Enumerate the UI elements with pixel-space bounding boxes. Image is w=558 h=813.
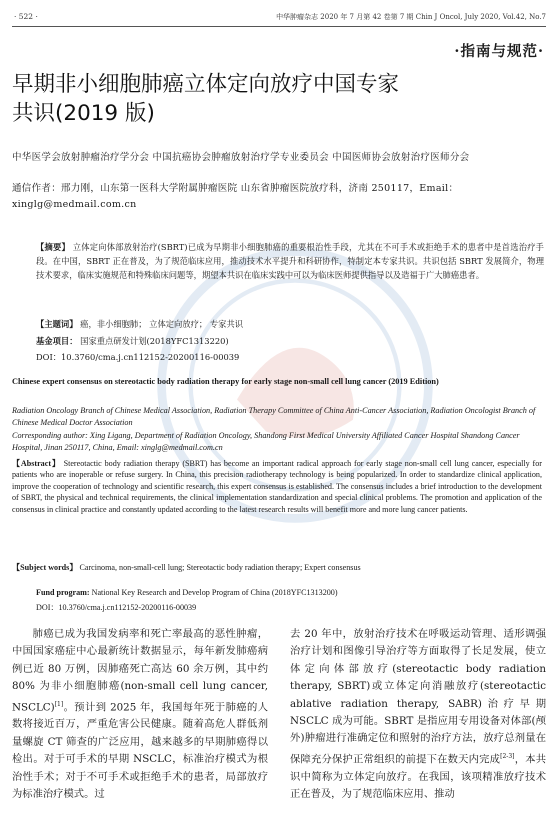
journal-header: 中华肿瘤杂志 2020 年 7 月第 42 卷第 7 期 Chin J Oncol, July 2020, Vol.42, No.7 — [276, 13, 546, 21]
abstract-en — [12, 458, 542, 515]
fund-en — [36, 588, 542, 597]
fund-cn-text: 国家重点研发计划(2018YFC1313220) — [80, 336, 229, 346]
header-rule — [12, 26, 546, 27]
abstract-en-text: Stereotactic body radiation therapy (SBRT) has become an important radical approach for early stage non-small cell lung cancer, especially for patients who are inoperable or refuse surgery. In China, this precision radiotherapy technology is being popularized. In order to standardize clinical application, improve the cooperation of technology and scientific research, this expert consensus is established. The consensus includes a brief introduction to the development of SBRT, the physical and technical requirements, the clinical implementation standardization and special clinical problems. The promotion and application of the consensus in clinical practice and constantly updated according to the latest research results will benefit more and more lung cancer patients. — [12, 459, 542, 514]
corresponding-author-cn: 通信作者：邢力刚，山东第一医科大学附属肿瘤医院 山东省肿瘤医院放疗科，济南 250117，Email：xinglg@medmail.com.cn — [12, 183, 459, 210]
body-left-text: 肺癌已成为我国发病率和死亡率最高的恶性肿瘤，中国国家癌症中心最新统计数据显示，每年新发肺癌病例已近 80 万例，因肺癌死亡高达 60 余万例，其中约 80% 为非小细胞肺癌(non-small cell lung cancer, NSCLC) — [12, 628, 268, 714]
fund-en-text: National Key Research and Develop Program of China (2018YFC1313200) — [91, 588, 338, 597]
abstract-cn — [36, 240, 544, 282]
citation-ref[interactable]: [2-3] — [500, 752, 515, 760]
abstract-en-label: 【Abstract】 — [12, 459, 61, 468]
abstract-cn-text: 立体定向体部放射治疗(SBRT)已成为早期非小细胞肺癌的重要根治性手段，尤其在不可手术或拒绝手术的患者中是首选治疗手段。在中国，SBRT 正在普及，为了规范临床应用，推动技术水平提升和科研协作，特制定本专家共识。共识包括 SBRT 发展简介，物理技术要求，临床实施规范和特殊临床问题等，期望本共识在临床实践中可以为临床医师提供指导以及造福于广大肺癌患者。 — [36, 242, 544, 280]
keywords-cn-text: 癌，非小细胞肺； 立体定向放疗； 专家共识 — [80, 319, 244, 329]
authors-cn: 中华医学会放射肿瘤治疗学分会 中国抗癌协会肿瘤放射治疗学专业委员会 中国医师协会放射治疗医师分会 — [12, 152, 470, 163]
fund-cn — [36, 335, 544, 347]
keywords-en-label: 【Subject words】 — [12, 563, 78, 572]
english-corresponding-author: Corresponding author: Xing Ligang, Department of Radiation Oncology, Shandong First Medical University Affiliated Cancer Hospital Shandong Cancer Hospital, Jinan 250117, China, Email: xinglg@medmail.com.cn — [12, 431, 520, 452]
body-column-left — [12, 626, 268, 803]
abstract-cn-label: 【摘要】 — [36, 242, 70, 252]
english-title: Chinese expert consensus on stereotactic body radiation therapy for early stage non-small cell lung cancer (2019 Edition) — [12, 377, 439, 386]
body-right-text-cont: ，本共识中简称为立体定向放疗。在我国，该项精准放疗技术正在普及，为了规范临床应用、推动 — [290, 753, 547, 801]
article-title — [12, 70, 512, 128]
keywords-cn-label: 【主题词】 — [36, 319, 78, 329]
body-column-right — [290, 626, 546, 803]
page-number: · 522 · — [14, 12, 38, 21]
fund-cn-label: 基金项目： — [36, 336, 78, 346]
keywords-cn — [36, 318, 544, 330]
body-right-text: 去 20 年中，放射治疗技术在呼吸运动管理、适形调强治疗计划和图像引导治疗等方面取得了长足发展，使立体定向体部放疗(stereotactic body radiation therapy, SBRT)或立体定向消融放疗(stereotactic ablative radiation therapy, SABR)治疗早期 NSCLC 成为可能。SBRT 是指应用专用设备对体部(颅外)肿瘤进行准确定位和照射的治疗方法，放疗总剂量在保障充分保护正常组织的前提下在数天内完成 — [290, 628, 546, 766]
body-left-text-cont: 。预计到 2025 年，我国每年死于肺癌的人数将接近百万，严重危害公民健康。随着高危人群低剂量螺旋 CT 筛查的广泛应用，越来越多的早期肺癌得以检出。对于可手术的早期 NSCLC，标准治疗模式为根治性手术；对于不可手术或拒绝手术的患者，局部放疗为标准治疗模式。过 — [12, 701, 268, 801]
keywords-en-text: Carcinoma, non-small-cell lung; Stereotactic body radiation therapy; Expert consensus — [79, 563, 361, 572]
title-line-2: 共识(2019 版) — [12, 101, 155, 126]
citation-ref[interactable]: [1] — [54, 700, 64, 708]
keywords-en — [12, 562, 542, 573]
doi-en: DOI：10.3760/cma.j.cn112152-20200116-00039 — [36, 603, 197, 612]
title-line-1: 早期非小细胞肺癌立体定向放疗中国专家 — [12, 72, 400, 97]
fund-en-label: Fund program: — [36, 588, 90, 597]
section-tag: ·指南与规范· — [454, 43, 544, 60]
english-authors: Radiation Oncology Branch of Chinese Medical Association, Radiation Therapy Committee of China Anti-Cancer Association, Radiation Oncologist Branch of Chinese Medical Doctor Association — [12, 406, 536, 427]
doi-cn: DOI：10.3760/cma.j.cn112152-20200116-00039 — [36, 352, 240, 362]
